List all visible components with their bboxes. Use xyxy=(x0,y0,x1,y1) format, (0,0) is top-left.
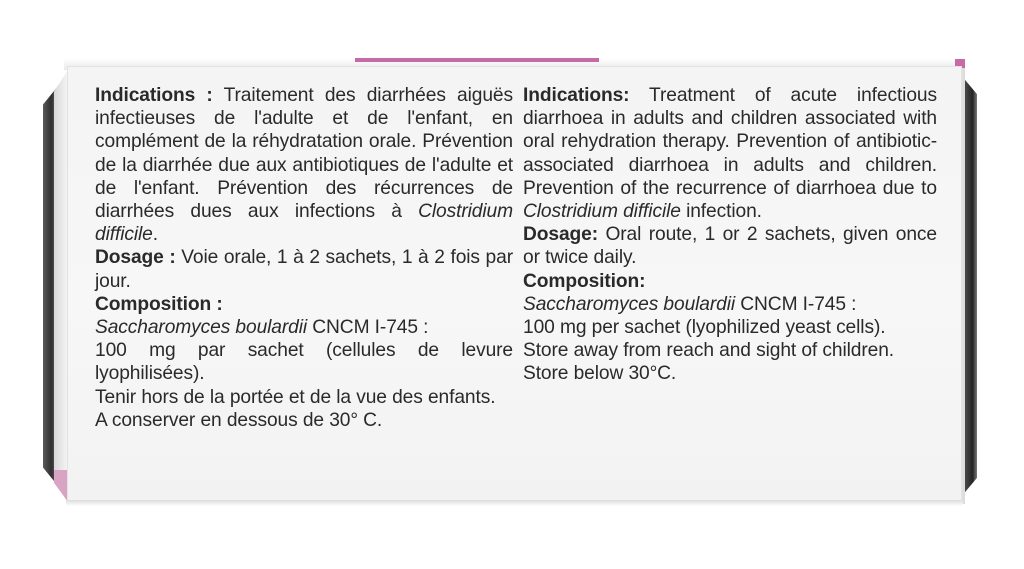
fr-indications-text: Traitement des diarrhées aiguës infectieuses de l'adulte et de l'enfant, en complément de la réhydratation orale. Prévention de la diarrhée due aux antibiotiques de l'adulte et de l'enfant. Prévention des récurrences de diarrhées dues aux infections à xyxy=(95,85,513,223)
en-storage-children: Store away from reach and sight of children. xyxy=(523,340,895,362)
fr-storage-temperature: A conserver en dessous de 30° C. xyxy=(95,409,383,431)
fr-indications-end: . xyxy=(152,224,158,246)
en-indications-text: Treatment of acute infectious diarrhoea in adults and children associated with oral rehydration therapy. Prevention of antibiotic-associated diarrhoea in adults and children. Prevention of the recurrence of diarrhoea due to xyxy=(523,85,937,199)
en-composition-strain-code: CNCM I-745 : xyxy=(735,293,857,315)
fr-indications-organism: Clostridium difficile xyxy=(95,201,513,246)
french-text-column xyxy=(95,84,513,432)
fr-composition-amount: 100 mg par sachet (cellules de levure lyophilisées). xyxy=(95,340,513,385)
fr-composition-strain-code: CNCM I-745 : xyxy=(307,317,429,339)
en-composition-strain xyxy=(523,293,937,316)
pink-tab-accent xyxy=(355,58,599,62)
box-left-flap-inner xyxy=(54,70,68,500)
en-indications-label: Indications: xyxy=(523,85,630,106)
box-bottom-rim xyxy=(66,500,963,506)
box-left-flap-pink xyxy=(54,470,68,502)
fr-composition-organism: Saccharomyces boulardii xyxy=(95,317,308,339)
en-indications-organism: Clostridium difficile xyxy=(523,201,681,223)
english-text-column xyxy=(523,84,937,386)
fr-composition-strain xyxy=(95,316,513,339)
en-indications-paragraph xyxy=(523,84,937,223)
fr-storage-children: Tenir hors de la portée et de la vue des enfants. xyxy=(95,386,496,408)
en-composition-organism: Saccharomyces boulardii xyxy=(523,293,736,315)
en-composition-label: Composition: xyxy=(523,270,646,292)
fr-indications-label: Indications : xyxy=(95,85,213,106)
en-dosage-text: Oral route, 1 or 2 sachets, given once or twice daily. xyxy=(523,224,937,269)
fr-indications-paragraph xyxy=(95,84,513,246)
en-indications-end: infection. xyxy=(680,201,762,223)
fr-composition-label: Composition : xyxy=(95,293,223,315)
fr-dosage-text: Voie orale, 1 à 2 sachets, 1 à 2 fois par jour. xyxy=(95,247,513,292)
en-composition-amount: 100 mg per sachet (lyophilized yeast cells). xyxy=(523,317,886,339)
en-dosage-paragraph xyxy=(523,223,937,269)
en-dosage-label: Dosage: xyxy=(523,224,599,246)
fr-dosage-paragraph xyxy=(95,246,513,292)
fr-dosage-label: Dosage : xyxy=(95,247,176,269)
en-storage-temperature: Store below 30°C. xyxy=(523,363,677,385)
